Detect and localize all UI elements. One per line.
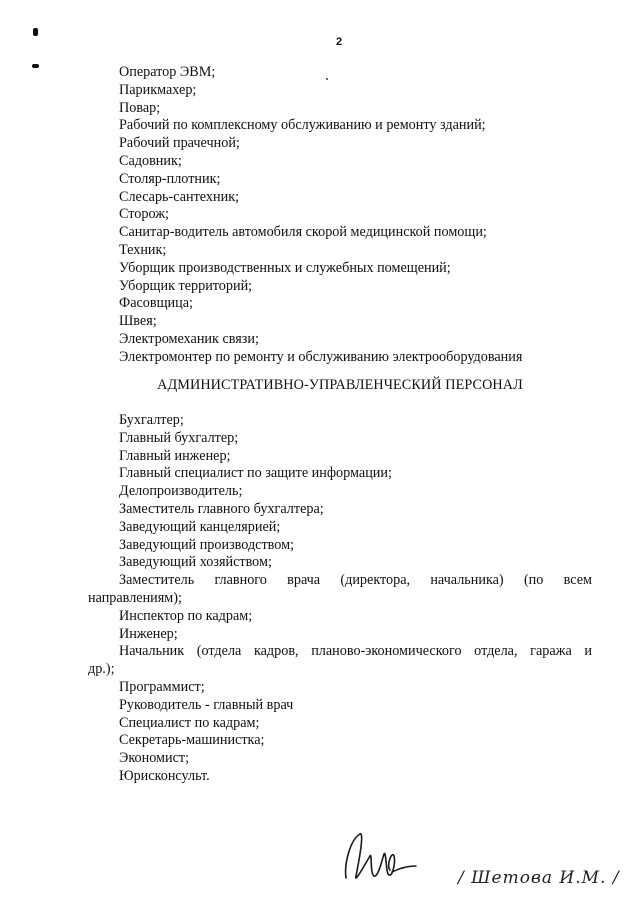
list-item: Садовник; [119, 152, 182, 169]
list-item: Специалист по кадрам; [119, 714, 260, 731]
staff-list [88, 64, 592, 367]
list-item: Электромеханик связи; [119, 330, 259, 347]
list-item: Уборщик территорий; [119, 277, 253, 294]
list-item: Руководитель - главный врач [119, 696, 294, 713]
list-item: Секретарь-машинистка; [119, 732, 265, 749]
list-item: Санитар-водитель автомобиля скорой медицинской помощи; [119, 224, 487, 241]
list-item: Слесарь-сантехник; [119, 188, 240, 205]
list-item: Электромонтер по ремонту и обслуживанию электрооборудования [119, 348, 523, 365]
handwritten-signature [330, 826, 440, 896]
list-item: Повар; [119, 99, 161, 116]
list-item: Главный бухгалтер; [119, 429, 239, 446]
page-number: 2 [336, 36, 343, 48]
list-item: Главный инженер; [119, 447, 231, 464]
list-item: Уборщик производственных и служебных помещений; [119, 259, 451, 276]
list-item: Заведующий производством; [119, 536, 295, 553]
list-item-continuation: др.); [88, 661, 115, 678]
list-item: Заведующий хозяйством; [119, 554, 272, 571]
list-item: Главный специалист по защите информации; [119, 465, 392, 482]
scan-artifact-mark [33, 28, 38, 36]
list-item: Рабочий по комплексному обслуживанию и ремонту зданий; [119, 117, 486, 134]
list-item: Рабочий прачечной; [119, 135, 240, 152]
list-item: Экономист; [119, 750, 190, 767]
list-item: Заведующий канцелярией; [119, 518, 281, 535]
list-item: Сторож; [119, 206, 169, 223]
list-item: Заместитель главного врача (директора, начальника) (по всем [119, 572, 592, 589]
list-item: Инспектор по кадрам; [119, 607, 253, 624]
list-item: Программист; [119, 678, 205, 695]
list-item: Оператор ЭВМ; [119, 64, 216, 80]
list-item-continuation: направлениям); [88, 589, 182, 606]
list-item: Фасовщица; [119, 295, 193, 312]
list-item: Столяр-плотник; [119, 170, 221, 187]
list-item: Делопроизводитель; [119, 483, 243, 500]
list-item: Швея; [119, 313, 157, 330]
list-item: Парикмахер; [119, 81, 197, 98]
list-item: Инженер; [119, 625, 178, 642]
admin-staff-list [88, 412, 592, 786]
list-item: Техник; [119, 241, 167, 258]
list-item: Заместитель главного бухгалтера; [119, 500, 324, 517]
list-item: Бухгалтер; [119, 412, 184, 428]
scan-artifact-mark [32, 64, 39, 68]
signature-name: / Шетова И.М. / [458, 868, 620, 888]
list-item: Начальник (отдела кадров, планово-экономического отдела, гаража и [119, 643, 592, 660]
list-item: Юрисконсульт. [119, 767, 210, 784]
section-heading: АДМИНИСТРАТИВНО-УПРАВЛЕНЧЕСКИЙ ПЕРСОНАЛ [157, 377, 523, 393]
